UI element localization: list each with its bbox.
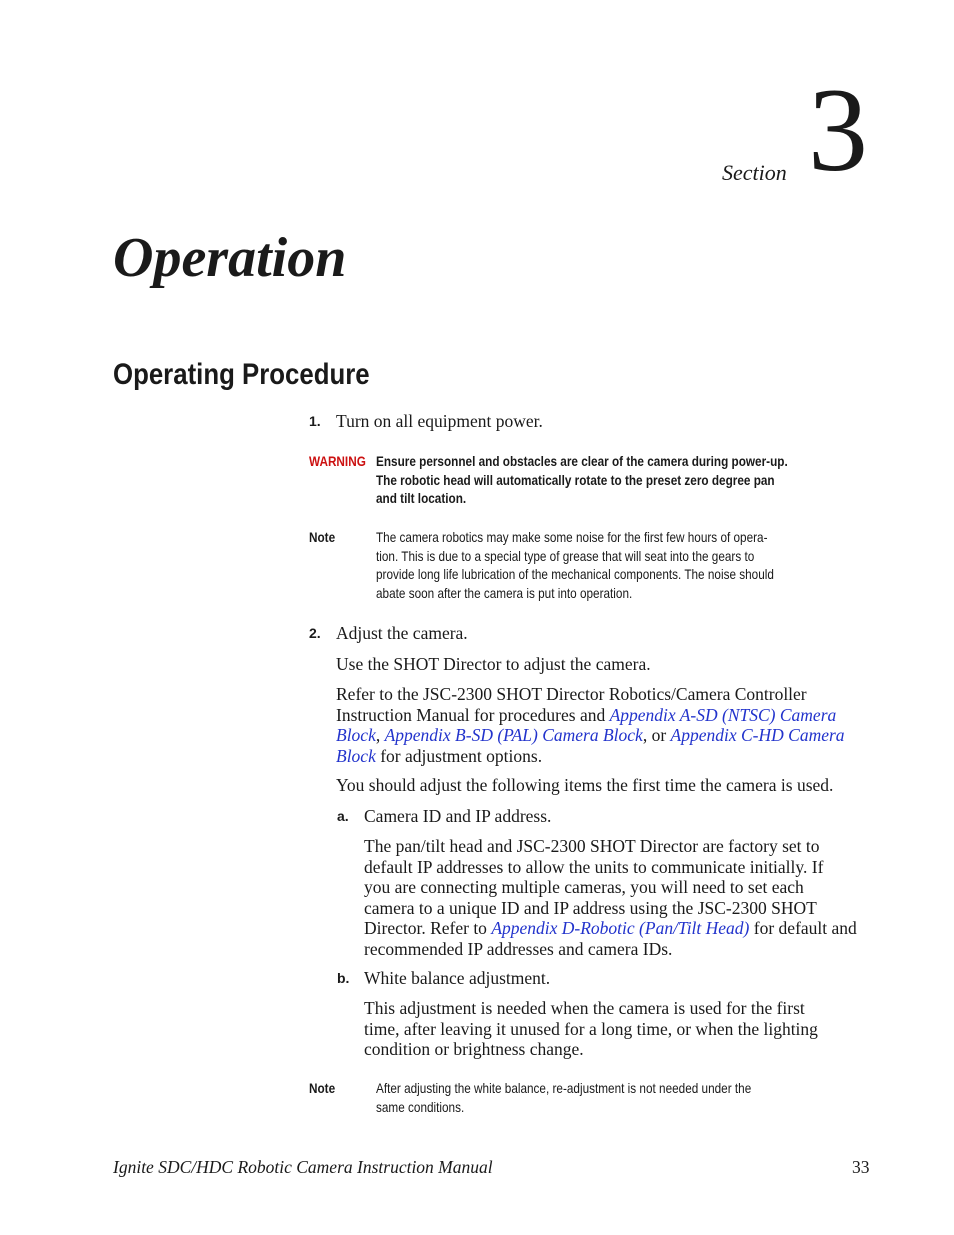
sub-step-b-text: White balance adjustment. [364,968,551,988]
text-line: camera to a unique ID and IP address using the JSC-2300 SHOT [364,897,817,918]
link-appendix-a-cont[interactable]: Block [336,725,376,745]
note-line: provide long life lubrication of the mechanical components. The noise should [376,566,774,583]
note-text [376,528,846,603]
link-appendix-b[interactable]: Appendix B-SD (PAL) Camera Block [384,725,643,745]
note-line: After adjusting the white balance, re-adjustment is not needed under the [376,1080,752,1096]
note-line: tion. This is due to a special type of grease that will seat into the gears to [376,547,755,564]
sub-step-a-number: a. [337,808,349,824]
text-line: you are connecting multiple cameras, you will need to set each [364,877,804,897]
step-2-paragraph: You should adjust the following items the first time the camera is used. [336,775,834,795]
note-line: same conditions. [376,1098,465,1115]
step-1-text: Turn on all equipment power. [336,411,543,431]
text-span: , [375,725,385,745]
text-span: Instruction Manual for procedures and [336,704,610,725]
link-appendix-c-cont[interactable]: Block [336,745,376,766]
text-line: The pan/tilt head and JSC-2300 SHOT Director are factory set to [364,836,820,856]
text-line [336,705,896,726]
step-2-text: Adjust the camera. [336,623,468,643]
step-2-reference-paragraph [336,684,896,766]
text-line: time, after leaving it unused for a long time, or when the lighting [364,1018,818,1039]
sub-step-a-text: Camera ID and IP address. [364,806,552,826]
footer-page-number: 33 [852,1157,870,1177]
section-label: Section [722,160,787,185]
text-line: Refer to the JSC-2300 SHOT Director Robotics/Camera Controller [336,684,807,704]
text-span: , or [642,725,671,745]
footer-manual-title: Ignite SDC/HDC Robotic Camera Instruction Manual [113,1157,493,1177]
note-label: Note [309,529,336,545]
sub-step-b-number: b. [337,970,350,986]
text-line [364,918,904,939]
note-text [376,1079,846,1116]
sub-step-b-paragraph [364,998,904,1060]
step-2-number: 2. [309,625,321,641]
warning-text [376,452,846,508]
text-line [336,725,896,746]
link-appendix-c[interactable]: Appendix C-HD Camera [670,725,845,745]
text-span: for adjustment options. [375,745,543,766]
chapter-title: Operation [113,227,347,289]
text-span: Director. Refer to [364,918,492,938]
sub-step-a-paragraph [364,836,904,959]
warning-line: Ensure personnel and obstacles are clear of the camera during power-up. [376,453,788,469]
text-line: recommended IP addresses and camera IDs. [364,938,673,959]
link-appendix-d[interactable]: Appendix D-Robotic (Pan/Tilt Head) [491,918,750,938]
note-line: The camera robotics may make some noise for the first few hours of opera- [376,529,768,545]
link-appendix-a[interactable]: Appendix A-SD (NTSC) Camera [609,704,837,725]
text-line: This adjustment is needed when the camera is used for the first [364,998,805,1018]
section-heading: Operating Procedure [113,358,370,391]
warning-line: The robotic head will automatically rotate to the preset zero degree pan [376,471,775,488]
warning-label: WARNING [309,453,366,469]
text-line [336,746,896,767]
warning-line: and tilt location. [376,490,467,506]
note-line: abate soon after the camera is put into operation. [376,585,633,602]
text-line: condition or brightness change. [364,1039,584,1059]
step-1-number: 1. [309,413,321,429]
text-span: for default and [749,918,857,938]
section-number: 3 [808,63,868,196]
text-line: default IP addresses to allow the units to communicate initially. If [364,856,824,877]
step-2-paragraph: Use the SHOT Director to adjust the camera. [336,654,651,674]
note-label: Note [309,1080,336,1096]
